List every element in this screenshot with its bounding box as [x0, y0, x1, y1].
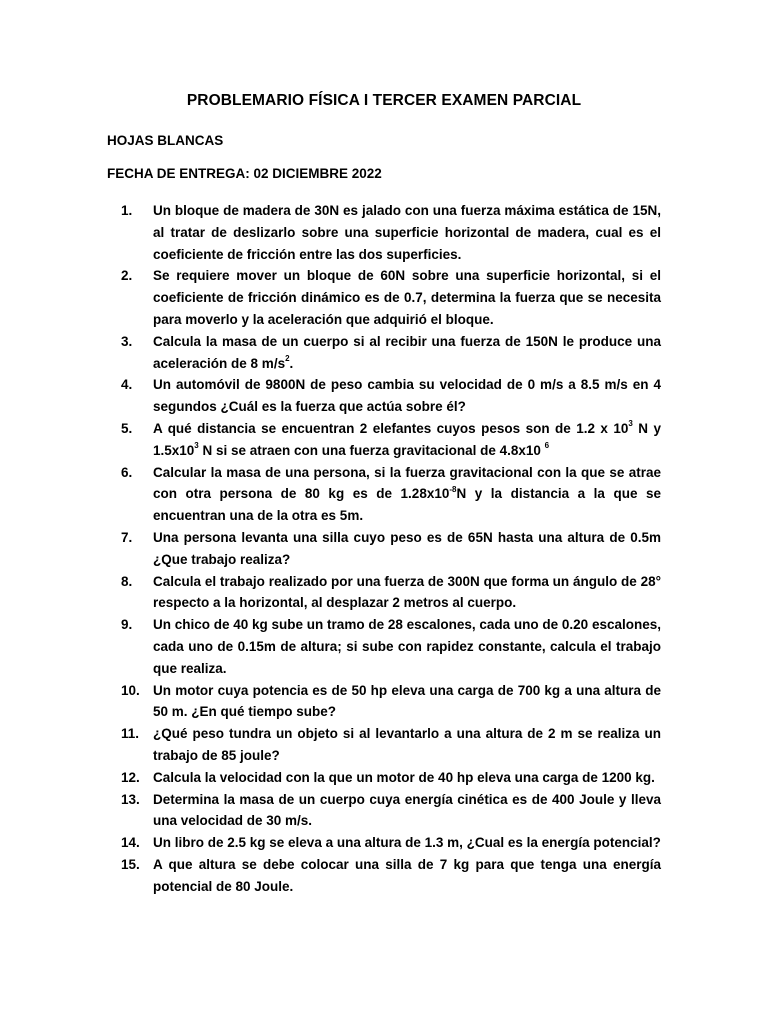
- problem-item: [107, 854, 661, 898]
- problem-item: [107, 374, 661, 418]
- problem-text: Un automóvil de 9800N de peso cambia su velocidad de 0 m/s a 8.5 m/s en 4 segundos ¿Cuál es la fuerza que actúa sobre él?: [153, 377, 661, 415]
- problem-item: [107, 200, 661, 265]
- problem-number: 6.: [121, 464, 133, 480]
- problem-number: 2.: [121, 268, 133, 284]
- problem-item: [107, 680, 661, 724]
- due-date: FECHA DE ENTREGA: 02 DICIEMBRE 2022: [107, 166, 382, 181]
- problem-item: [107, 331, 661, 375]
- problem-text: A que altura se debe colocar una silla de 7 kg para que tenga una energía potencial de 80 Joule.: [153, 856, 661, 894]
- problem-text: Un motor cuya potencia es de 50 hp eleva una carga de 700 kg a una altura de 50 m. ¿En qué tiempo sube?: [153, 682, 661, 720]
- problem-item: [107, 418, 661, 462]
- document-title: PROBLEMARIO FÍSICA I TERCER EXAMEN PARCIAL: [186, 92, 582, 109]
- problem-number: 13.: [121, 791, 140, 807]
- problem-number: 5.: [121, 420, 133, 436]
- problem-text: Una persona levanta una silla cuyo peso es de 65N hasta una altura de 0.5m ¿Que trabajo realiza?: [153, 529, 661, 567]
- problem-item: [107, 527, 661, 571]
- problem-text: Calcula la masa de un cuerpo si al recibir una fuerza de 150N le produce una aceleración de 8 $m/s^2$.: [153, 333, 661, 371]
- problem-item: [107, 767, 661, 789]
- problem-item: [107, 265, 661, 330]
- problem-text: Calcula la velocidad con la que un motor de 40 hp eleva una carga de 1200 kg.: [153, 769, 655, 785]
- paper-type-note: HOJAS BLANCAS: [107, 133, 224, 148]
- problem-text: Un chico de 40 kg sube un tramo de 28 escalones, cada uno de 0.20 escalones, cada uno de 0.15m de altura; si sube con rapidez constante, calcula el trabajo que realiza.: [153, 617, 661, 676]
- problem-item: [107, 789, 661, 833]
- problem-text: Se requiere mover un bloque de 60N sobre una superficie horizontal, si el coeficiente de fricción dinámico es de 0.7, determina la fuerza que se necesita para moverlo y la aceleración que adquirió el bloque.: [153, 268, 661, 327]
- problem-item: [107, 832, 661, 854]
- problem-number: 7.: [121, 529, 133, 545]
- problem-number: 9.: [121, 617, 133, 633]
- problem-number: 12.: [121, 769, 140, 785]
- problem-item: [107, 723, 661, 767]
- problem-number: 1.: [121, 203, 133, 218]
- problem-item: [107, 571, 661, 615]
- problem-number: 8.: [121, 573, 133, 589]
- problem-text: Determina la masa de un cuerpo cuya energía cinética es de 400 Joule y lleva una velocidad de 30 m/s.: [153, 791, 661, 829]
- problem-text: Un libro de 2.5 kg se eleva a una altura de 1.3 m, ¿Cual es la energía potencial?: [153, 835, 661, 851]
- problem-text: Un bloque de madera de 30N es jalado con una fuerza máxima estática de 15N, al tratar de deslizarlo sobre una superficie horizontal de madera, cual es el coeficiente de fricción entre las dos superficies.: [153, 203, 661, 262]
- problem-text: ¿Qué peso tundra un objeto si al levantarlo a una altura de 2 m se realiza un trabajo de 85 joule?: [153, 726, 661, 763]
- problem-text: A qué distancia se encuentran 2 elefantes cuyos pesos son de 1.2 x $10^3$ N y $1.5x10^3$ N si se atraen con una fuerza gravitacional de 4.8x10 $^6$: [153, 419, 661, 458]
- problem-list: [107, 200, 661, 898]
- problem-item: [107, 462, 661, 527]
- problem-number: 3.: [121, 333, 133, 349]
- problem-item: [107, 614, 661, 679]
- problem-text: Calcular la masa de una persona, si la fuerza gravitacional con la que se atrae con otra persona de 80 kg es de $1.28x10^{-8}N$ y la distancia a la que se encuentran una de la otra es 5m.: [153, 464, 662, 524]
- problem-number: 11.: [121, 726, 140, 742]
- problem-number: 4.: [121, 377, 133, 393]
- problem-number: 15.: [121, 856, 140, 872]
- problem-number: 14.: [121, 835, 140, 851]
- problem-number: 10.: [121, 682, 140, 698]
- problem-text: Calcula el trabajo realizado por una fuerza de 300N que forma un ángulo de 28° respecto a la horizontal, al desplazar 2 metros al cuerpo.: [153, 573, 661, 611]
